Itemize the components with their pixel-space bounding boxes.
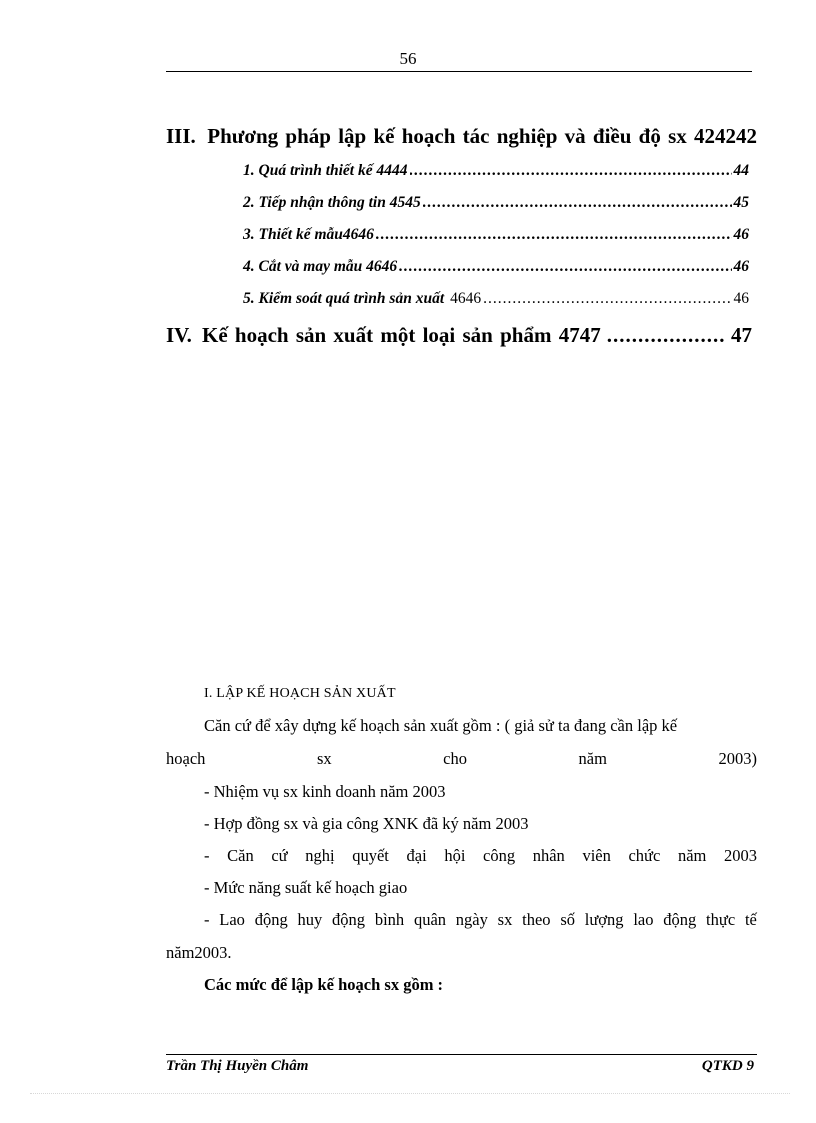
word: chức xyxy=(628,846,661,865)
footer-class: QTKD 9 xyxy=(701,1058,754,1074)
word: quân xyxy=(413,910,447,929)
toc-item-5 xyxy=(243,290,749,308)
toc-item-3 xyxy=(243,226,749,244)
word: động xyxy=(254,910,288,929)
word: năm xyxy=(677,846,707,865)
page-number: 56 xyxy=(399,49,417,68)
toc-item-label: 4. Cắt và may mẫu 4646 xyxy=(243,258,398,275)
word: hội xyxy=(444,846,466,865)
word: lượng xyxy=(584,910,624,929)
word: theo xyxy=(522,910,551,929)
word: Căn xyxy=(227,846,254,865)
toc-section-4 xyxy=(166,323,752,348)
word: bình xyxy=(374,910,405,929)
toc-section-3-number: III. xyxy=(166,124,196,148)
word: nhân xyxy=(532,846,565,865)
word: đại xyxy=(406,846,427,865)
word: lao xyxy=(633,910,654,929)
word: tế xyxy=(744,910,757,929)
word: cứ xyxy=(271,846,288,865)
toc-item-page: 45 xyxy=(733,194,749,211)
word: - xyxy=(204,910,210,929)
word: viên xyxy=(582,846,611,865)
word: sx xyxy=(497,910,513,929)
word: thực xyxy=(706,910,736,929)
word: số xyxy=(560,910,575,929)
toc-item-label: 2. Tiếp nhận thông tin 4545 xyxy=(243,194,421,211)
word: hoạch xyxy=(166,749,206,768)
toc-section-3-title: Phương pháp lập kế hoạch tác nghiệp và điều độ sx 424242 xyxy=(207,124,758,148)
toc-item-label: 3. Thiết kế mẫu4646 xyxy=(243,226,374,243)
word: - xyxy=(204,846,210,865)
word: nghị xyxy=(305,846,335,865)
word: động xyxy=(663,910,697,929)
word: quyết xyxy=(352,846,389,865)
bullet-2: - Hợp đồng sx và gia công XNK đã ký năm 2003 xyxy=(204,814,529,833)
toc-item-1 xyxy=(243,162,749,180)
toc-item-2 xyxy=(243,194,749,212)
word: động xyxy=(332,910,366,929)
toc-section-4-number: IV. xyxy=(166,323,192,347)
toc-item-page: 46 xyxy=(733,290,749,307)
word: công xyxy=(483,846,516,865)
subheading: Các mức để lập kế hoạch sx gồm : xyxy=(204,975,444,994)
toc-item-4 xyxy=(243,258,749,276)
word: sx xyxy=(316,749,332,768)
footer-rule xyxy=(166,1054,757,1055)
intro-line-1 xyxy=(204,716,757,736)
toc-leader-dots xyxy=(410,162,732,180)
toc-item-page: 46 xyxy=(733,258,749,275)
word: Lao xyxy=(219,910,245,929)
toc-item-page: 44 xyxy=(733,162,749,179)
word: năm xyxy=(578,749,607,768)
intro-text: Căn cứ để xây dựng kế hoạch sản xuất gồm : ( giả sử ta đang cần lập kế xyxy=(204,716,678,735)
toc-section-4-title: Kế hoạch sản xuất một loại sản phẩm 4747 xyxy=(202,323,601,347)
toc-leader-dots xyxy=(483,290,731,308)
toc-item-label: 1. Quá trình thiết kế 4444 xyxy=(243,162,408,179)
word: 2003) xyxy=(718,749,757,768)
toc-section-4-page: 47 xyxy=(731,323,752,347)
toc-leader-dots xyxy=(423,194,732,212)
intro-line-2 xyxy=(166,749,757,769)
word: ngày xyxy=(455,910,488,929)
toc-item-label: 5. Kiểm soát quá trình sản xuất xyxy=(243,290,445,307)
header-rule xyxy=(166,71,752,72)
toc-leader-dots xyxy=(607,323,725,348)
page-edge xyxy=(30,1093,790,1094)
toc-section-3 xyxy=(166,124,758,149)
footer-author: Trần Thị Huyền Châm xyxy=(166,1058,309,1074)
bullet-3 xyxy=(204,846,757,866)
word: 2003 xyxy=(724,846,757,865)
bullet-5-continuation: năm2003. xyxy=(166,943,232,962)
toc-leader-dots xyxy=(399,258,731,276)
word: cho xyxy=(443,749,467,768)
section-heading: I. LẬP KẾ HOẠCH SẢN XUẤT xyxy=(204,686,396,701)
toc-item-page: 46 xyxy=(733,226,749,243)
bullet-1: - Nhiệm vụ sx kinh doanh năm 2003 xyxy=(204,782,446,801)
bullet-5 xyxy=(204,910,757,930)
bullet-4: - Mức năng suất kế hoạch giao xyxy=(204,878,408,897)
word: huy xyxy=(297,910,323,929)
toc-item-extra: 4646 xyxy=(450,290,482,307)
toc-leader-dots xyxy=(376,226,732,244)
